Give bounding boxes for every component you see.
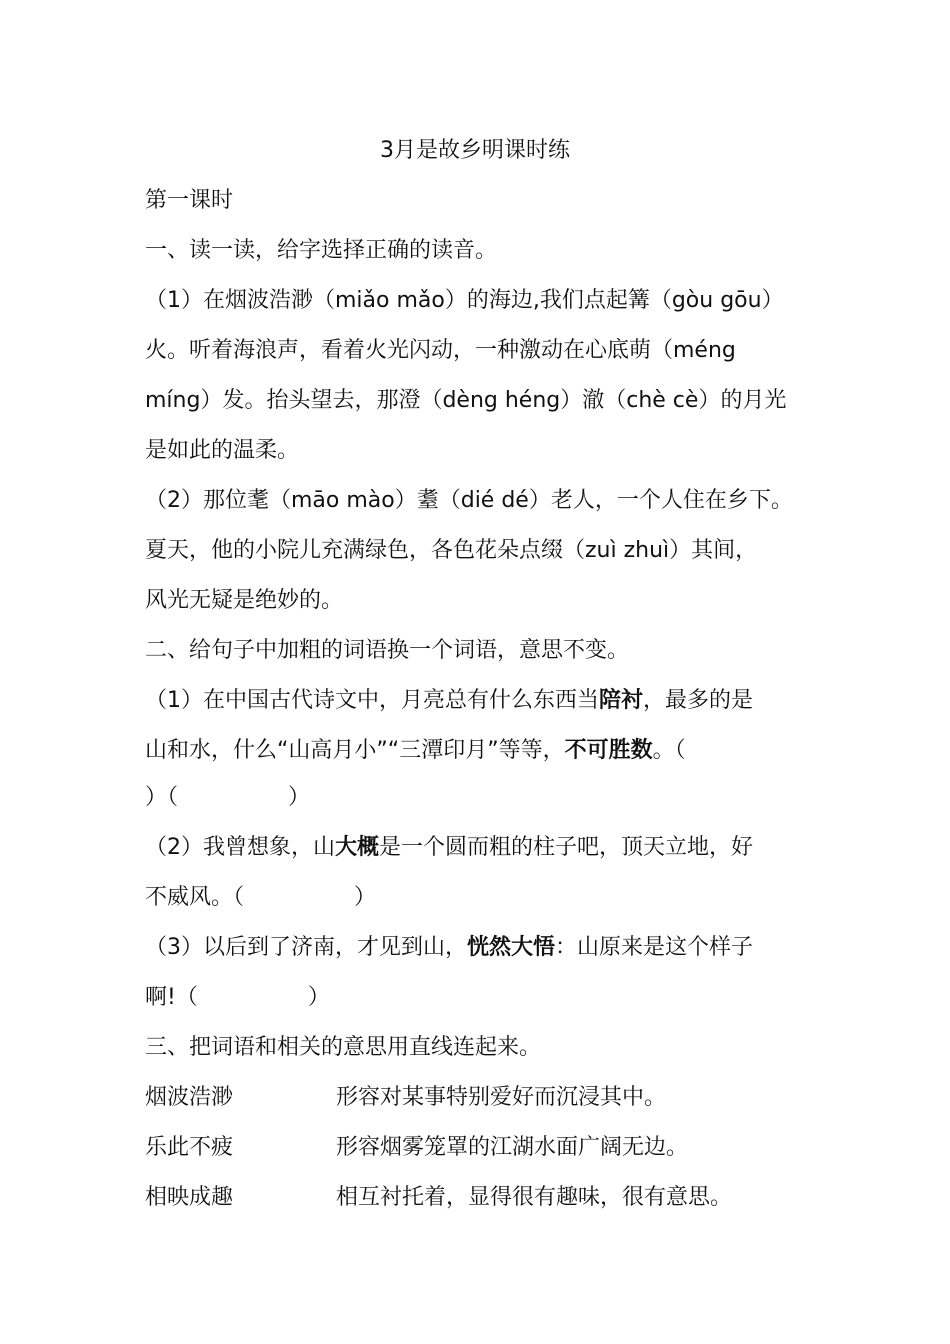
match-word-2: 乐此不疲 — [145, 1135, 234, 1160]
q3-text-b: ：山原来是这个样子 — [555, 935, 754, 960]
match-meaning-2: 形容烟雾笼罩的江湖水面广阔无边。 — [336, 1135, 689, 1160]
match-meaning-1: 形容对某事特别爱好而沉浸其中。 — [336, 1085, 667, 1110]
q2-text-a: （2）我曾想象，山 — [145, 835, 335, 860]
q1-text-b: ，最多的是 — [643, 688, 754, 713]
section1-paragraph2-line1: （2）那位耄（māo mào）耋（dié dé）老人，一个人住在乡下。 — [145, 488, 793, 513]
section2-q1-line2 — [145, 735, 686, 767]
match-meaning-3: 相互衬托着，显得很有趣味，很有意思。 — [336, 1185, 733, 1210]
q1-bold-word-2: 不可胜数 — [564, 738, 653, 763]
q1-line2-text-a: 山和水，什么“山高月小”“三潭印月”等等， — [145, 738, 565, 763]
document-title: 3月是故乡明课时练 — [380, 138, 570, 163]
section1-paragraph2-line2: 夏天，他的小院儿充满绿色，各色花朵点缀（zuì zhuì）其间， — [145, 538, 758, 563]
section2-q1-line1 — [145, 685, 753, 717]
q1-bold-word-1: 陪衬 — [599, 688, 644, 713]
section1-heading: 一、读一读，给字选择正确的读音。 — [145, 238, 498, 263]
section2-q1-line3: ）（ ） — [145, 785, 311, 810]
section1-paragraph2-line3: 风光无疑是绝妙的。 — [145, 588, 344, 613]
q2-bold-word: 大概 — [335, 835, 380, 860]
section2-q2-line1 — [145, 832, 753, 864]
section2-heading: 二、给句子中加粗的词语换一个词语，意思不变。 — [145, 638, 630, 663]
section2-q3-line2: 啊!（ ） — [145, 985, 330, 1010]
q3-bold-word: 恍然大悟 — [467, 935, 556, 960]
section1-paragraph1-line2: 火。听着海浪声，看着火光闪动，一种激动在心底萌（méng — [145, 338, 736, 363]
section1-paragraph1-line3: míng）发。抬头望去，那澄（dèng héng）澈（chè cè）的月光 — [145, 388, 787, 413]
section3-heading: 三、把词语和相关的意思用直线连起来。 — [145, 1035, 542, 1060]
q1-line2-text-b: 。（ — [652, 738, 686, 763]
lesson-label: 第一课时 — [145, 188, 234, 213]
match-word-1: 烟波浩渺 — [145, 1085, 234, 1110]
match-word-3: 相映成趣 — [145, 1185, 234, 1210]
q1-text-a: （1）在中国古代诗文中，月亮总有什么东西当 — [145, 688, 599, 713]
section2-q3-line1 — [145, 932, 753, 964]
section1-paragraph1-line4: 是如此的温柔。 — [145, 438, 300, 463]
q3-text-a: （3）以后到了济南，才见到山， — [145, 935, 467, 960]
section1-paragraph1-line1: （1）在烟波浩渺（miǎo mǎo）的海边,我们点起篝（gòu gōu） — [145, 288, 784, 313]
section2-q2-line2: 不威风。（ ） — [145, 885, 377, 910]
q2-text-b: 是一个圆而粗的柱子吧，顶天立地，好 — [379, 835, 754, 860]
